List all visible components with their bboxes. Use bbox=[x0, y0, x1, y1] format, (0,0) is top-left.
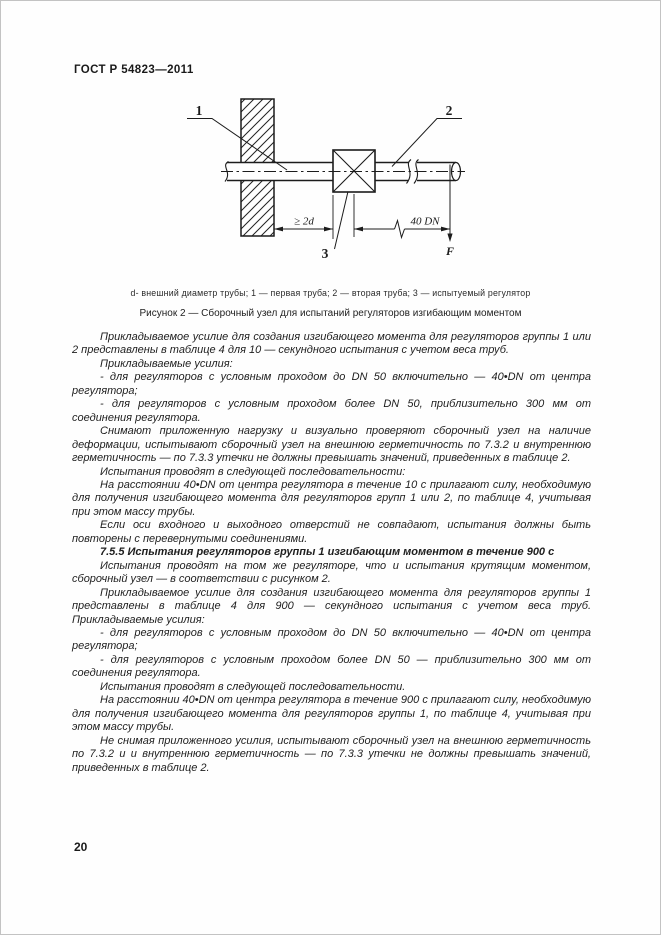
callout-1-label: 1 bbox=[195, 103, 203, 118]
paragraph: - для регуляторов с условным проходом до DN 50 включительно — 40•DN от центра регулятора; bbox=[72, 626, 591, 653]
force-label: F bbox=[445, 244, 455, 258]
paragraph: На расстоянии 40•DN от центра регулятора в течение 10 с прилагают силу, необходимую для получения изгибающего момента для регуляторов групп 1 или 2, по таблице 4, учитывая при этом массу трубы. bbox=[72, 478, 591, 518]
dimension-wall-to-regulator bbox=[274, 216, 333, 232]
dimension-center-to-force bbox=[354, 216, 450, 238]
figure-title: Рисунок 2 — Сборочный узел для испытаний регуляторов изгибающим моментом bbox=[139, 308, 522, 319]
callout-3 bbox=[322, 192, 348, 262]
arrow-down-icon bbox=[447, 234, 452, 243]
paragraph: Испытания проводят на том же регуляторе, что и испытания крутящим моментом, сборочный узел — в соответствии с рисунком 2. bbox=[72, 559, 591, 586]
section-heading-7-5-5: 7.5.5 Испытания регуляторов группы 1 изгибающим моментом в течение 900 с bbox=[100, 546, 555, 559]
regulator-box bbox=[333, 150, 375, 192]
paragraph: Прикладываемые усилия: bbox=[100, 357, 233, 370]
dimension-break-icon bbox=[395, 221, 405, 238]
figure-caption: d- внешний диаметр трубы; 1 — первая труба; 2 — вторая труба; 3 — испытуемый регулятор bbox=[130, 288, 531, 298]
callout-2 bbox=[392, 103, 462, 167]
document-header: ГОСТ Р 54823—2011 bbox=[74, 64, 194, 76]
assembly-diagram bbox=[181, 96, 473, 266]
paragraph: - для регуляторов с условным проходом более DN 50 — приблизительно 300 мм от соединения регулятора. bbox=[72, 653, 591, 680]
paragraph: Снимают приложенную нагрузку и визуально проверяют сборочный узел на наличие деформации, испытывают сборочный узел на внешнюю герметичность по 7.3.2 и внутреннюю герметичность — по 7.3.3 утечки не должны превышать значений, приведенных в таблице 2. bbox=[72, 425, 591, 465]
paragraph: Испытания проводят в следующей последовательности. bbox=[100, 680, 406, 693]
callout-3-label: 3 bbox=[321, 246, 329, 261]
paragraph: Прикладываемое усилие для создания изгибающего момента для регуляторов группы 1 или 2 представлены в таблице 4 для 10 — секундного испытания с учетом веса труб. bbox=[72, 331, 591, 357]
paragraph: - для регуляторов с условным проходом более DN 50, приблизительно 300 мм от соединения регулятора. bbox=[72, 398, 591, 424]
body-text bbox=[72, 331, 591, 775]
paragraph: Прикладываемое усилие для создания изгибающего момента для регуляторов группы 1 представлены в таблице 4 для 900 — секундного испытания с учетом веса труб. Прикладываемые усилия: bbox=[72, 586, 591, 626]
paragraph: - для регуляторов с условным проходом до DN 50 включительно — 40•DN от центра регулятора; bbox=[72, 371, 591, 397]
paragraph: Испытания проводят в следующей последовательности: bbox=[100, 465, 406, 478]
extension-lines bbox=[333, 194, 354, 239]
callout-2-label: 2 bbox=[445, 103, 453, 118]
dim-2d-label: ≥ 2d bbox=[294, 215, 314, 228]
paragraph: На расстоянии 40•DN от центра регулятора в течение 900 с прилагают силу, необходимую для получения изгибающего момента для регуляторов группы 1, по таблице 4, учитывая при этом массу трубы. bbox=[72, 694, 591, 734]
paragraph: Не снимая приложенного усилия, испытывают сборочный узел на внешнюю герметичность по 7.3.2 и и внутреннюю герметичность — по 7.3.3 утечки не должны превышать значений, приведенных в таблице 2. bbox=[72, 734, 591, 774]
page-number: 20 bbox=[74, 840, 88, 854]
dim-40dn-label: 40 DN bbox=[410, 215, 440, 228]
paragraph: Если оси входного и выходного отверстий не совпадают, испытания должны быть повторены с перевернутыми соединениями. bbox=[72, 519, 591, 545]
